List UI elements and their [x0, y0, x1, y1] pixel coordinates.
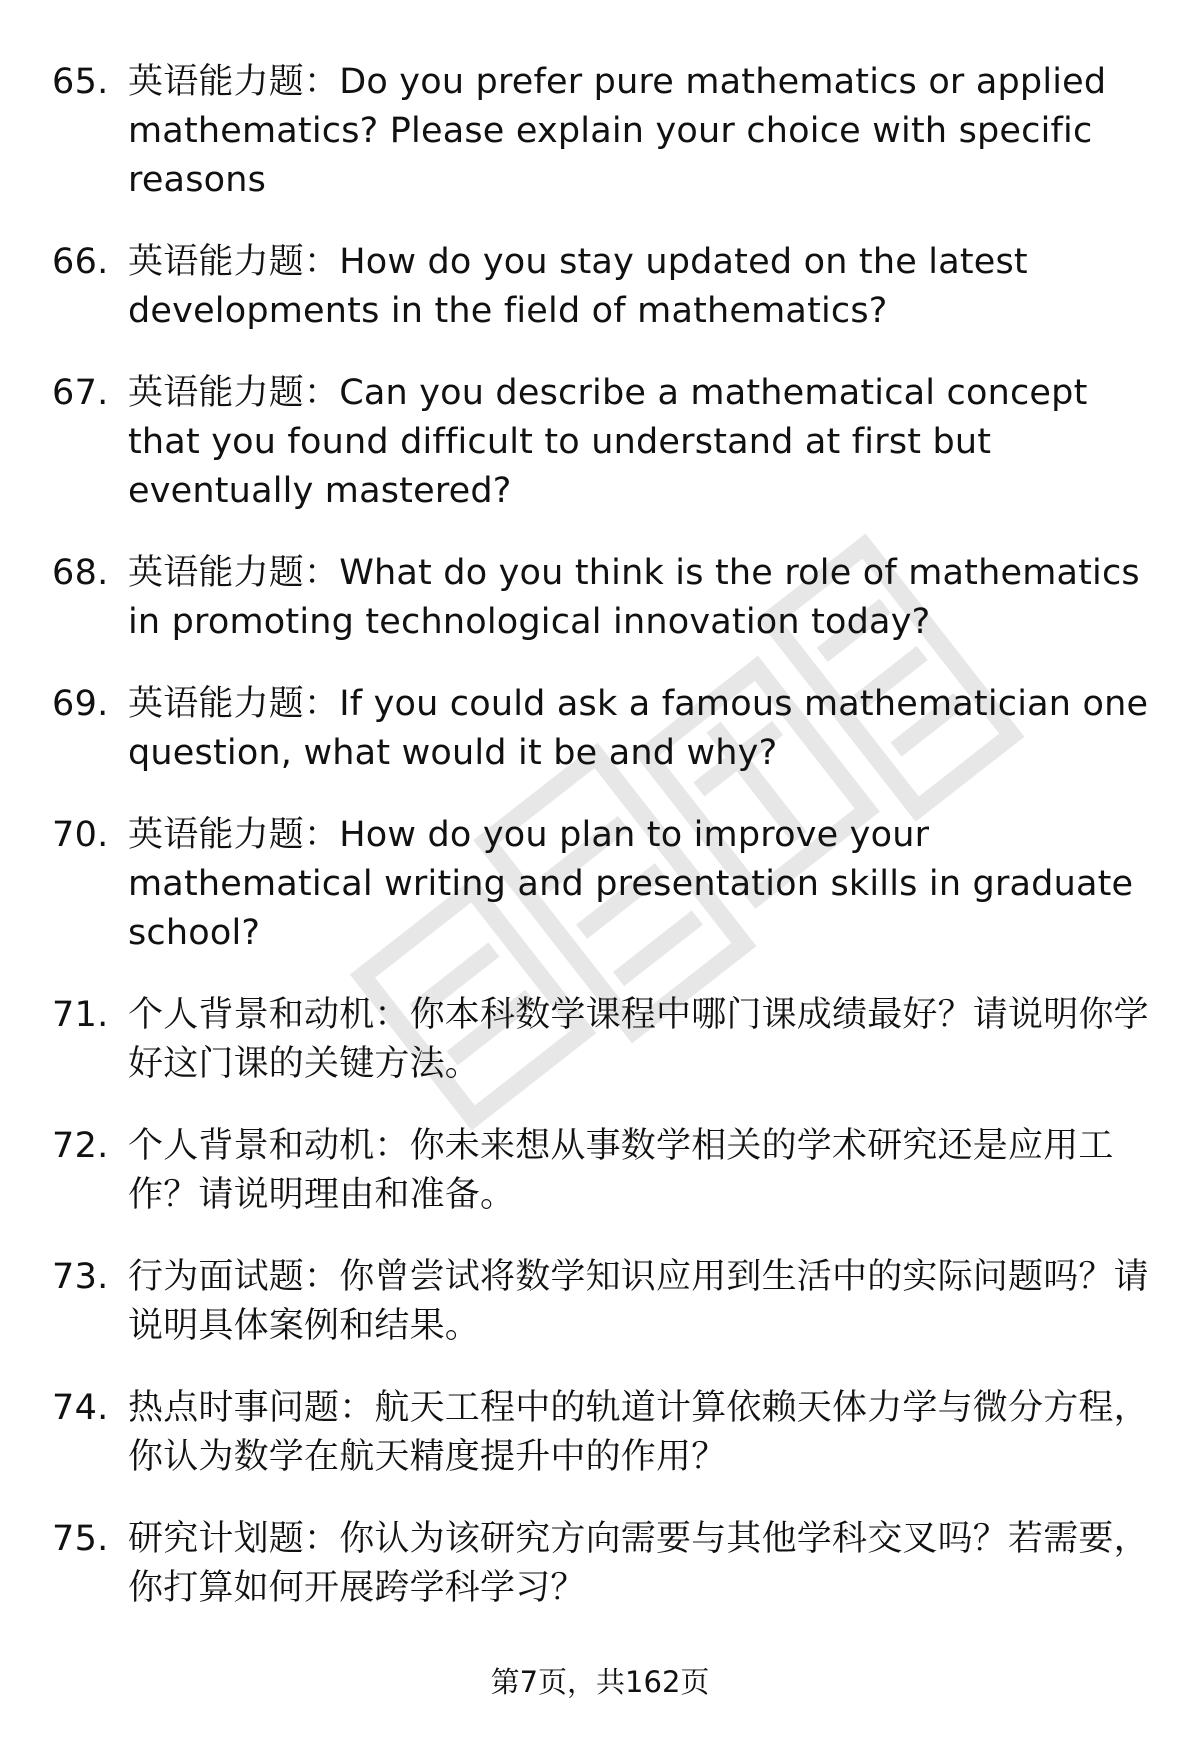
question-number: 73.: [52, 1257, 109, 1297]
question-item: [52, 238, 1152, 336]
question-text: 英语能力题：How do you stay updated on the latest developments in the field of mathematics?: [128, 242, 1028, 331]
question-item: [52, 991, 1152, 1089]
question-number: 75.: [52, 1519, 109, 1559]
question-number: 65.: [52, 62, 109, 102]
question-number: 74.: [52, 1388, 109, 1428]
question-text: 热点时事问题：航天工程中的轨道计算依赖天体力学与微分方程，你认为数学在航天精度提升中的作用？: [128, 1388, 1149, 1477]
question-number: 71.: [52, 995, 109, 1035]
question-text: 英语能力题：If you could ask a famous mathematician one question, what would it be and why?: [128, 684, 1149, 773]
question-item: [52, 1384, 1152, 1482]
question-item: [52, 1253, 1152, 1351]
question-item: [52, 1122, 1152, 1220]
page-number-footer: 第7页，共162页: [490, 1665, 710, 1699]
question-item: [52, 369, 1152, 516]
question-item: [52, 680, 1152, 778]
question-list: [52, 58, 1152, 1646]
question-number: 70.: [52, 815, 109, 855]
question-number: 72.: [52, 1126, 109, 1166]
question-item: [52, 1515, 1152, 1613]
question-text: 研究计划题：你认为该研究方向需要与其他学科交叉吗？若需要，你打算如何开展跨学科学习？: [128, 1519, 1149, 1608]
question-text: 个人背景和动机：你本科数学课程中哪门课成绩最好？请说明你学好这门课的关键方法。: [128, 995, 1149, 1084]
question-number: 68.: [52, 553, 109, 593]
question-number: 69.: [52, 684, 109, 724]
question-text: 英语能力题：How do you plan to improve your mathematical writing and presentation skills in graduate school?: [128, 815, 1134, 953]
question-number: 67.: [52, 373, 109, 413]
question-number: 66.: [52, 242, 109, 282]
question-item: [52, 58, 1152, 205]
question-text: 个人背景和动机：你未来想从事数学相关的学术研究还是应用工作？请说明理由和准备。: [128, 1126, 1114, 1215]
question-text: 英语能力题：What do you think is the role of mathematics in promoting technological innovation today?: [128, 553, 1140, 642]
question-text: 英语能力题：Can you describe a mathematical concept that you found difficult to understand at first but eventually mastered?: [128, 373, 1088, 511]
question-item: [52, 811, 1152, 958]
question-text: 行为面试题：你曾尝试将数学知识应用到生活中的实际问题吗？请说明具体案例和结果。: [128, 1257, 1149, 1346]
question-text: 英语能力题：Do you prefer pure mathematics or applied mathematics? Please explain your choice with specific reasons: [128, 62, 1107, 200]
question-item: [52, 549, 1152, 647]
